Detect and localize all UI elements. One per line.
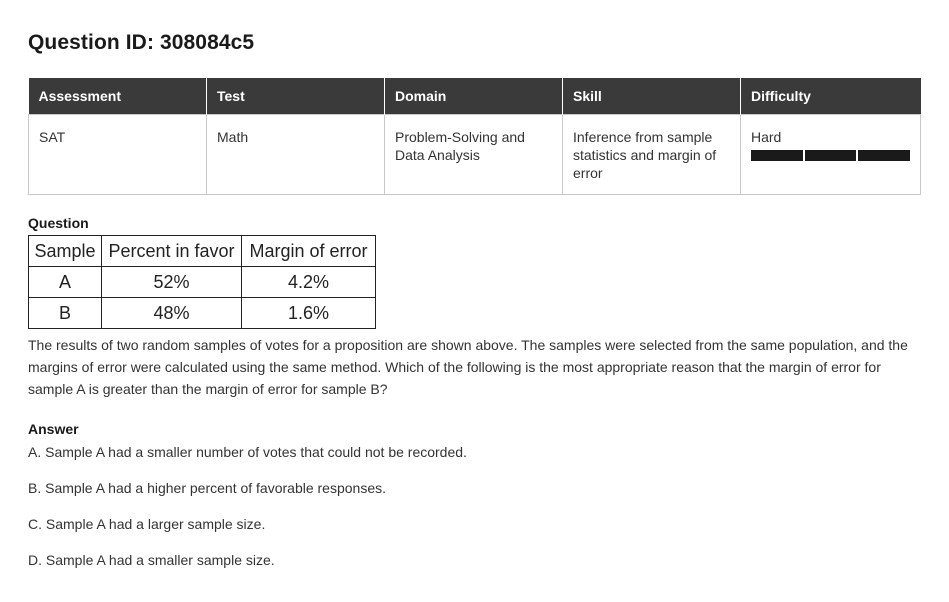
margin-column-header: Margin of error: [242, 236, 376, 267]
page-title: Question ID: 308084c5: [28, 31, 255, 54]
meta-test-value: Math: [207, 114, 385, 194]
sample-data-table: [28, 235, 376, 329]
percent-column-header: Percent in favor: [102, 236, 242, 267]
answer-choice-d: D. Sample A had a smaller sample size.: [28, 552, 275, 568]
sample-cell: A: [29, 267, 102, 298]
meta-header-assessment: Assessment: [29, 78, 207, 114]
meta-domain-value: Problem-Solving and Data Analysis: [385, 114, 563, 194]
meta-difficulty-cell: [741, 114, 921, 194]
question-meta-table: [28, 78, 921, 195]
answer-choice-c: C. Sample A had a larger sample size.: [28, 516, 266, 532]
percent-cell: 52%: [102, 267, 242, 298]
margin-cell: 4.2%: [242, 267, 376, 298]
sample-table-header-row: [29, 236, 376, 267]
meta-header-difficulty: Difficulty: [741, 78, 921, 114]
question-label: Question: [28, 215, 89, 231]
sample-cell: B: [29, 298, 102, 329]
table-row: [29, 267, 376, 298]
meta-header-domain: Domain: [385, 78, 563, 114]
meta-header-skill: Skill: [563, 78, 741, 114]
sample-column-header: Sample: [29, 236, 102, 267]
table-row: [29, 298, 376, 329]
difficulty-label: Hard: [751, 128, 782, 145]
difficulty-bar: [805, 150, 857, 161]
difficulty-bar: [751, 150, 803, 161]
meta-assessment-value: SAT: [29, 114, 207, 194]
meta-skill-value: Inference from sample statistics and margin of error: [563, 114, 741, 194]
meta-value-row: [29, 114, 921, 194]
difficulty-bar: [858, 150, 910, 161]
difficulty-meter: [751, 150, 910, 161]
answer-choice-a: A. Sample A had a smaller number of votes that could not be recorded.: [28, 444, 467, 460]
percent-cell: 48%: [102, 298, 242, 329]
meta-header-row: [29, 78, 921, 114]
meta-header-test: Test: [207, 78, 385, 114]
margin-cell: 1.6%: [242, 298, 376, 329]
answer-label: Answer: [28, 421, 79, 437]
question-text: The results of two random samples of votes for a proposition are shown above. The samples were selected from the same population, and the margins of error were calculated using the same method. Which of the following is the most appropriate reason that the margin of error for sample A is greater than the margin of error for sample B?: [28, 337, 908, 397]
answer-choice-b: B. Sample A had a higher percent of favorable responses.: [28, 480, 387, 496]
